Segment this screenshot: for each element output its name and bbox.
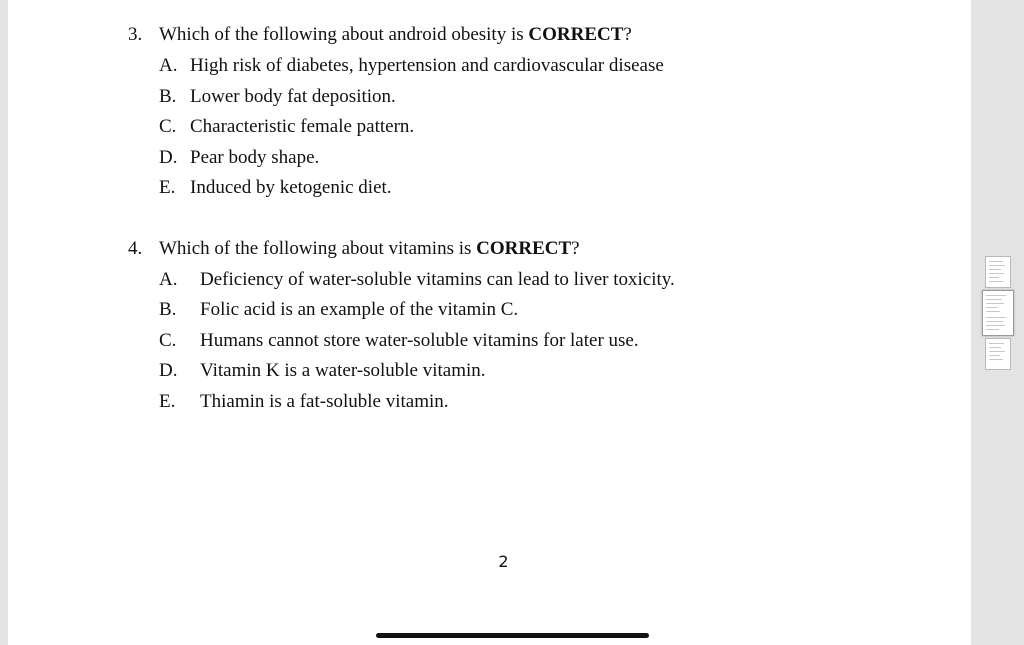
current-page-thumbnail[interactable] bbox=[982, 290, 1014, 336]
option-letter: A. bbox=[159, 269, 178, 290]
option-letter: B. bbox=[159, 299, 177, 320]
question-emphasis: CORRECT bbox=[528, 24, 624, 45]
option-3a bbox=[159, 55, 664, 77]
option-text: Thiamin is a fat-soluble vitamin. bbox=[200, 391, 449, 412]
option-letter: A. bbox=[159, 55, 178, 76]
option-letter: D. bbox=[159, 147, 178, 168]
question-4-stem bbox=[128, 238, 580, 260]
option-4b bbox=[159, 299, 518, 321]
option-4c bbox=[159, 330, 639, 352]
option-text: Pear body shape. bbox=[190, 147, 320, 168]
option-letter: C. bbox=[159, 330, 177, 351]
option-text: Induced by ketogenic diet. bbox=[190, 177, 392, 198]
option-letter: D. bbox=[159, 360, 178, 381]
question-suffix: ? bbox=[623, 24, 632, 45]
question-text: Which of the following about vitamins is bbox=[159, 238, 477, 259]
page-thumbnail[interactable] bbox=[985, 256, 1011, 288]
question-text: Which of the following about android obesity is bbox=[159, 24, 529, 45]
question-number: 4. bbox=[128, 238, 143, 259]
question-3-stem bbox=[128, 24, 632, 46]
option-3b bbox=[159, 86, 396, 108]
page-thumbnails[interactable] bbox=[982, 256, 1014, 370]
page-scrubber[interactable] bbox=[972, 0, 1024, 645]
option-text: Characteristic female pattern. bbox=[190, 116, 415, 137]
document-page bbox=[8, 0, 971, 645]
option-letter: E. bbox=[159, 391, 176, 412]
option-text: Deficiency of water-soluble vitamins can lead to liver toxicity. bbox=[200, 269, 675, 290]
option-letter: E. bbox=[159, 177, 176, 198]
page-thumbnail[interactable] bbox=[985, 338, 1011, 370]
option-3d bbox=[159, 147, 319, 169]
page-number: 2 bbox=[498, 552, 509, 571]
option-text: High risk of diabetes, hypertension and cardiovascular disease bbox=[190, 55, 664, 76]
option-4e bbox=[159, 391, 449, 413]
option-letter: C. bbox=[159, 116, 177, 137]
home-indicator[interactable] bbox=[376, 633, 649, 638]
option-4d bbox=[159, 360, 486, 382]
option-3c bbox=[159, 116, 414, 138]
option-text: Folic acid is an example of the vitamin C. bbox=[200, 299, 519, 320]
question-number: 3. bbox=[128, 24, 143, 45]
option-text: Vitamin K is a water-soluble vitamin. bbox=[200, 360, 486, 381]
option-letter: B. bbox=[159, 86, 177, 107]
option-text: Lower body fat deposition. bbox=[190, 86, 396, 107]
question-emphasis: CORRECT bbox=[476, 238, 572, 259]
option-3e bbox=[159, 177, 392, 199]
option-text: Humans cannot store water-soluble vitamins for later use. bbox=[200, 330, 639, 351]
question-suffix: ? bbox=[571, 238, 580, 259]
option-4a bbox=[159, 269, 675, 291]
